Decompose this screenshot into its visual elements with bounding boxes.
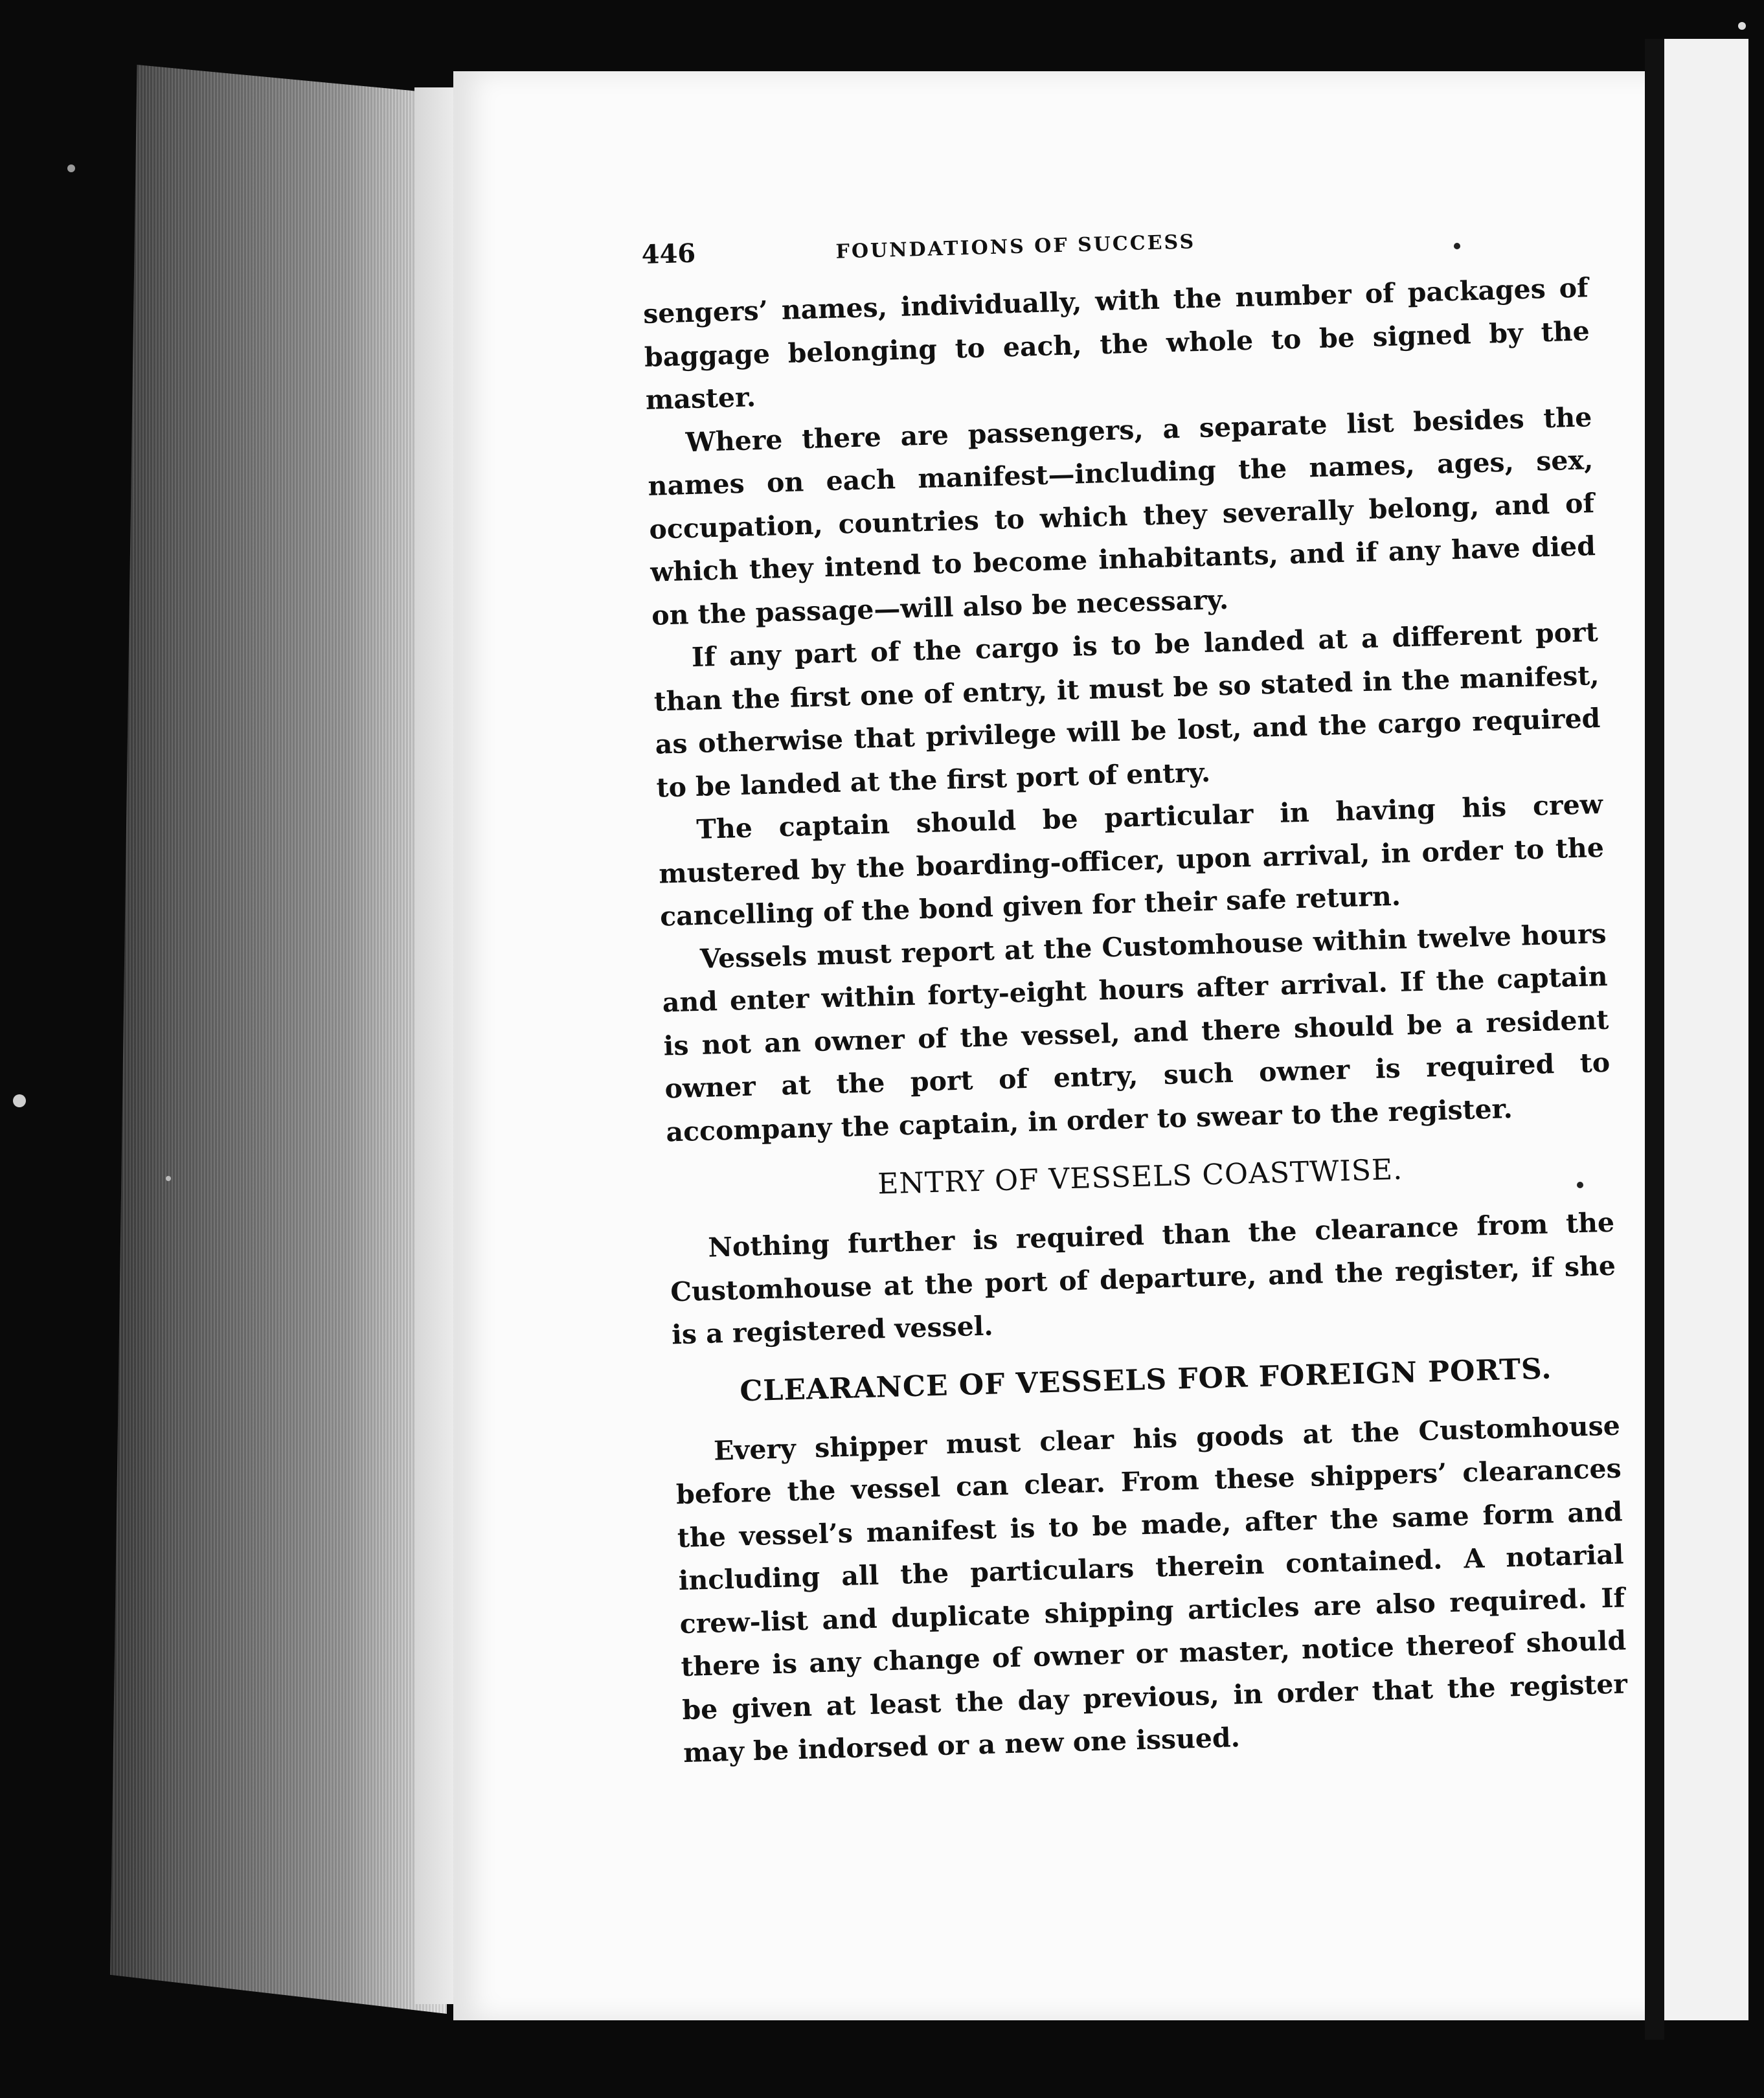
section-heading-foreign: CLEARANCE OF VESSELS FOR FOREIGN PORTS.: [739, 1351, 1553, 1408]
paragraph-continued: sengers’ names, individually, with the number of packages of baggage belonging to each, the whole to be signed by the master.: [642, 272, 1590, 416]
facing-page-strip: [1664, 39, 1748, 2020]
page-gutter-shadow: [1645, 39, 1664, 2040]
page-number: 446: [641, 238, 696, 270]
section-heading-coastwise: ENTRY OF VESSELS COASTWISE.: [877, 1153, 1403, 1201]
paragraph-customhouse-report: Vessels must report at the Customhouse within twelve hours and enter within forty-eight hours after arrival. If the captain is not an owner of the vessel, and there should be a resident owner at the port of entry, such owner is required to accompany the captain, in order to swear to the register.: [662, 918, 1611, 1147]
paragraph-coastwise: Nothing further is required than the clearance from the Customhouse at the port of departure, and the register, if she is a registered vessel.: [670, 1206, 1616, 1351]
paragraph-passenger-list: Where there are passengers, a separate list besides the names on each manifest—including the names, ages, sex, occupation, countries to which they severally belong, and of which they intend to become inhabitants, and if any have died on the passage—will also be necessary.: [647, 401, 1596, 631]
paragraph-crew-muster: The captain should be particular in having his crew mustered by the boarding-officer, upon arrival, in order to the cancelling of the bond given for their safe return.: [658, 788, 1605, 932]
paragraph-foreign-clearance: Every shipper must clear his goods at the Customhouse before the vessel can clear. From these shippers’ clearances the vessel’s manifest is to be made, after the same form and including all the particulars therein contained. A notarial crew-list and duplicate shipping articles are also required. If there is any change of owner or master, notice thereof should be given at least the day previous, in order that the register may be indorsed or a new one issued.: [675, 1410, 1628, 1769]
running-title: FOUNDATIONS OF SUCCESS: [835, 231, 1196, 264]
paragraph-cargo-port: If any part of the cargo is to be landed at a different port than the first one of entry, it must be so stated in the manifest, as otherwise that privilege will be lost, and the cargo required to be landed at the first port of entry.: [653, 616, 1601, 804]
page-text-block: [641, 213, 1629, 1774]
book-page-edges: [110, 65, 447, 2014]
